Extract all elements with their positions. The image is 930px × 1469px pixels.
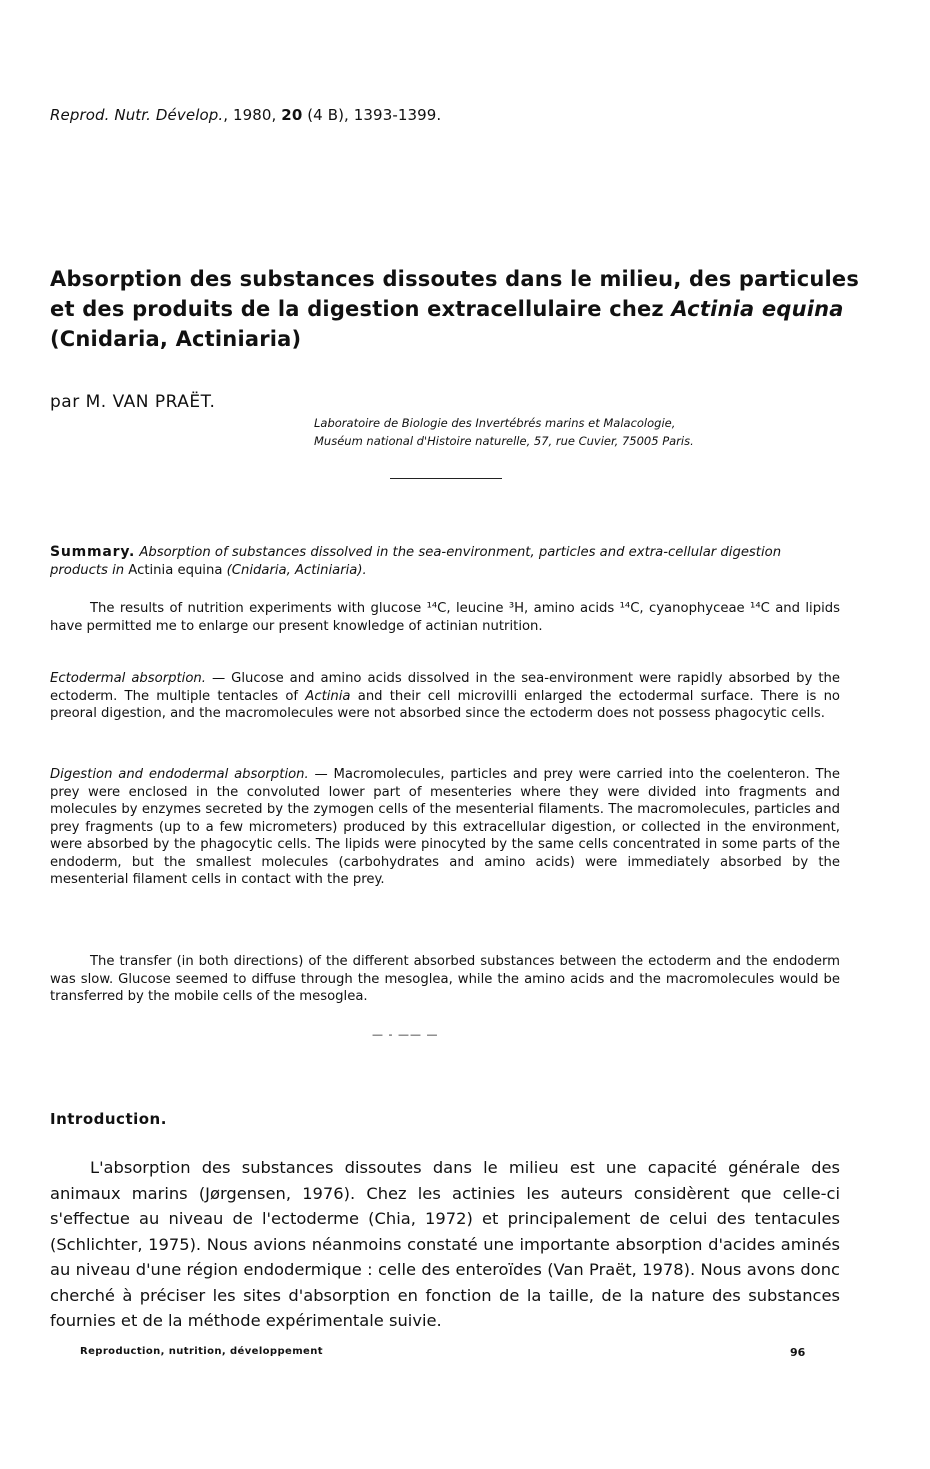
abstract-paragraph-2	[50, 670, 840, 723]
title-line-2	[50, 294, 850, 324]
introduction-paragraph: L'absorption des substances dissoutes dans le milieu est une capacité générale des animaux marins (Jørgensen, 1976). Chez les actinies les auteurs considèrent que celle-ci s'effectue au niveau de l'ectoderme (Chia, 1972) et principalement de celui des tentacules (Schlichter, 1975). Nous avions néanmoins constaté une importante absorption d'acides aminés au niveau d'une région endodermique : celle des enteroïdes (Van Praët, 1978). Nous avons donc cherché à préciser les sites d'absorption en fonction de la taille, de la nature des substances fournies et de la méthode expérimentale suivie.	[50, 1158, 840, 1330]
title-divider	[390, 478, 502, 479]
affiliation	[314, 414, 694, 450]
title-line-3: (Cnidaria, Actiniaria)	[50, 327, 302, 351]
abstract-paragraph-3	[50, 766, 840, 889]
author-line: par M. VAN PRAËT.	[50, 392, 216, 412]
section-separator: — - —— —	[372, 1028, 439, 1041]
summary-species: Actinia equina	[128, 562, 223, 578]
summary-text-prefix: Absorption of substances dissolved in the sea-environment, particles and extra-cellular digestion products in	[50, 545, 782, 578]
journal-volume: 20	[281, 106, 303, 124]
journal-year: , 1980,	[223, 106, 282, 124]
summary-text	[50, 545, 781, 578]
paragraph-2-genus: Actinia	[305, 688, 351, 704]
journal-name: Reprod. Nutr. Dévelop.	[50, 106, 224, 124]
journal-issue-pages: (4 B), 1393-1399.	[302, 106, 442, 124]
page-number: 96	[790, 1346, 806, 1359]
ectodermal-heading: Ectodermal absorption. —	[50, 671, 226, 686]
abstract-paragraph-4: The transfer (in both directions) of the different absorbed substances between the ectoderm and the endoderm was slow. Glucose seemed to diffuse through the mesoglea, while the amino acids and the macromolecules would be transferred by the mobile cells of the mesoglea.	[50, 954, 840, 1004]
summary-text-suffix: (Cnidaria, Actiniaria).	[222, 562, 367, 578]
affiliation-line-2: Muséum national d'Histoire naturelle, 57, rue Cuvier, 75005 Paris.	[314, 434, 694, 448]
article-title	[50, 264, 860, 354]
affiliation-line-1: Laboratoire de Biologie des Invertébrés marins et Malacologie,	[314, 416, 676, 430]
title-species: Actinia equina	[671, 297, 844, 321]
paragraph-2-text-a: Glucose and amino acids dissolved in the sea-environment were rapidly absorbed by the ectoderm. The multiple tentacles of	[50, 671, 840, 704]
summary-block	[50, 544, 840, 579]
paragraph-2-text-b: and their cell microvilli enlarged the ectodermal surface. There is no preoral digestion, and the macromolecules were not absorbed since the ectoderm does not possess phagocytic cells.	[50, 688, 840, 721]
footer-journal: Reproduction, nutrition, développement	[80, 1346, 323, 1357]
summary-heading: Summary.	[50, 544, 136, 560]
title-line-2-text: et des produits de la digestion extracellulaire chez	[50, 297, 672, 321]
introduction-heading: Introduction.	[50, 1110, 167, 1128]
paragraph-3-text: Macromolecules, particles and prey were carried into the coelenteron. The prey were enclosed in the convoluted lower part of mesenteries where they were divided into fragments and molecules by enzymes secreted by the zymogen cells of the mesenterial filaments. The macromolecules, particles and prey fragments (up to a few micrometers) produced by this extracellular digestion, or collected in the environment, were absorbed by the phagocytic cells. The lipids were pinocyted by the same cells concentrated in some parts of the endoderm, but the smallest molecules (carbohydrates and amino acids) were immediately absorbed by the mesenterial filament cells in contact with the prey.	[50, 767, 841, 887]
title-line-1: Absorption des substances dissoutes dans le milieu, des particules	[50, 267, 860, 291]
journal-citation	[50, 106, 441, 124]
abstract-paragraph-1: The results of nutrition experiments with glucose ¹⁴C, leucine ³H, amino acids ¹⁴C, cyanophyceae ¹⁴C and lipids have permitted me to enlarge our present knowledge of actinian nutrition.	[50, 601, 840, 634]
endodermal-heading: Digestion and endodermal absorption. —	[50, 767, 328, 782]
